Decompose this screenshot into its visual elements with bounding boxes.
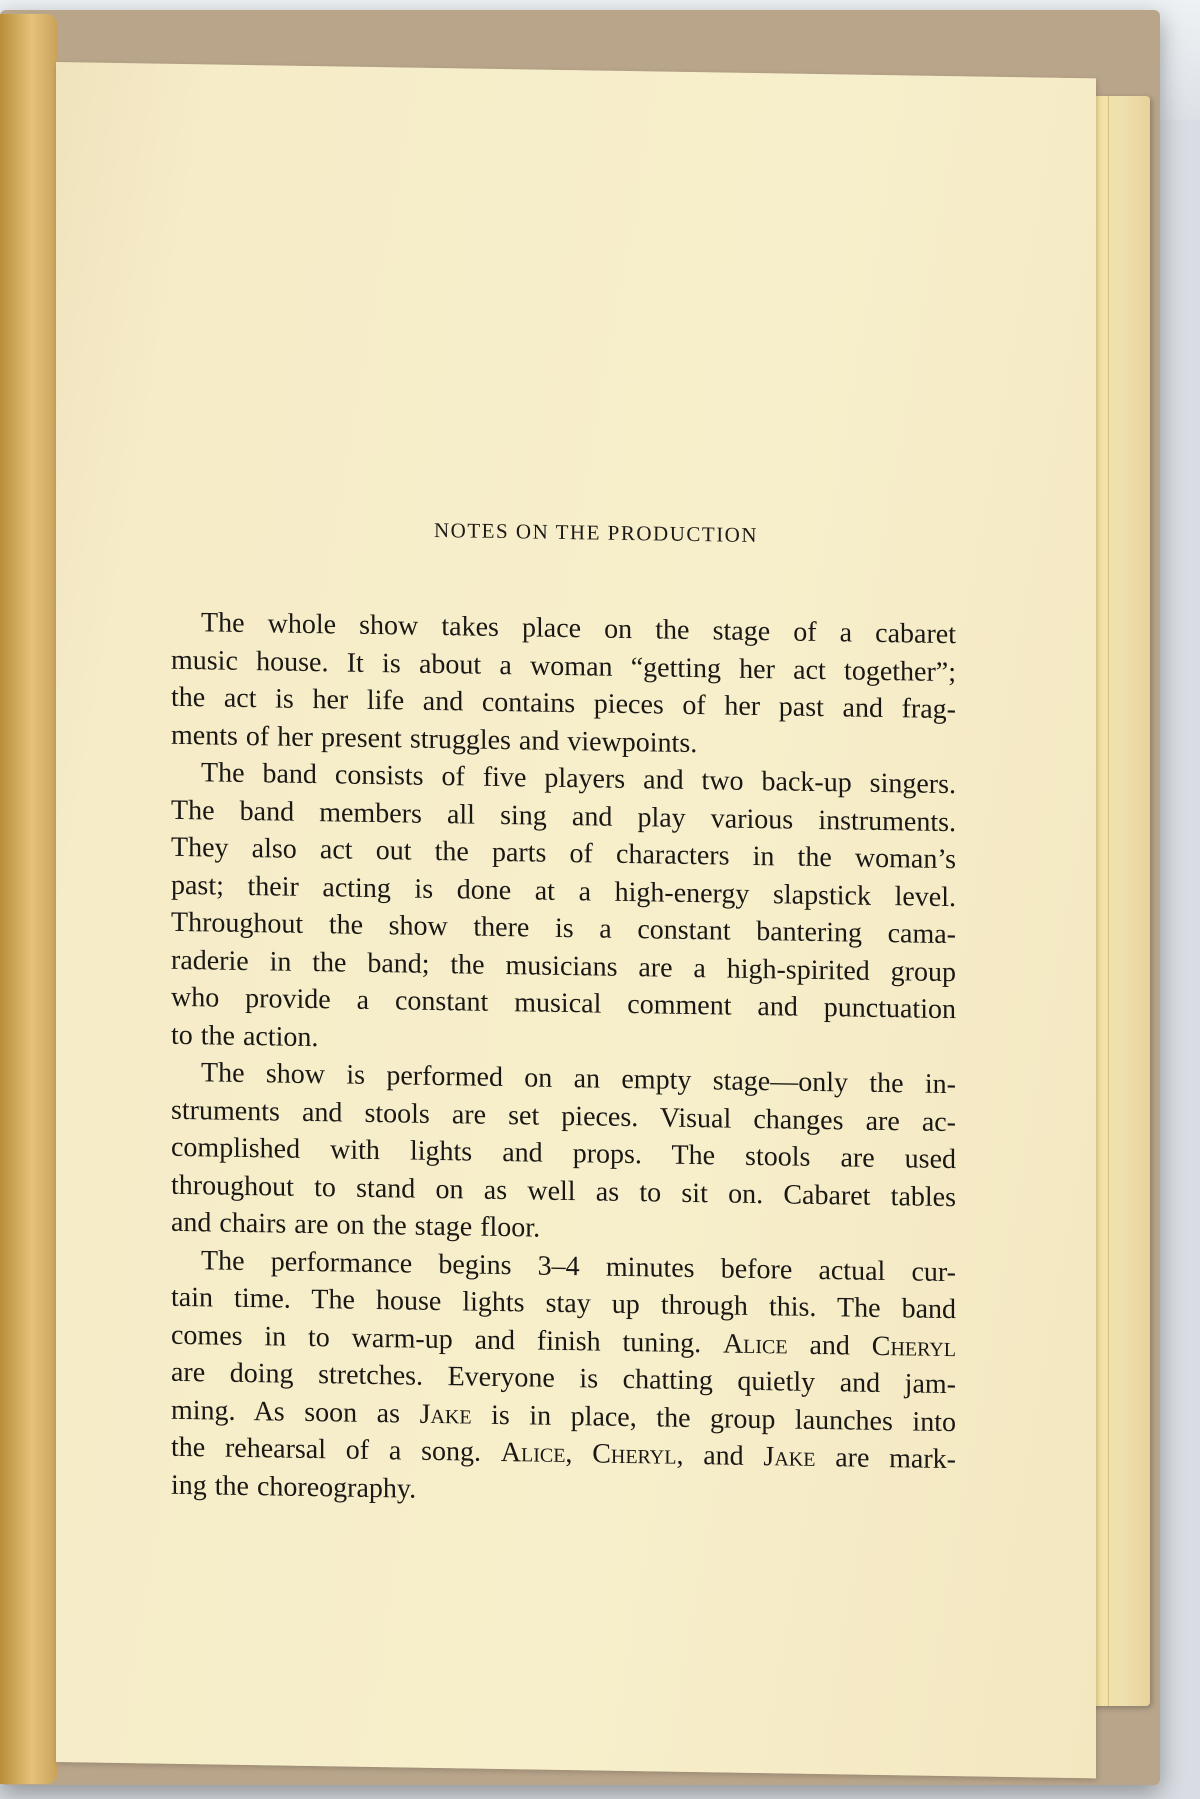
text-line: tain time. The house lights stay up through this. The band (171, 1281, 956, 1326)
text-line: They also act out the parts of characters in the woman’s (171, 831, 956, 876)
text-line: The performance begins 3–4 minutes before actual cur- (201, 1244, 956, 1288)
text-line: to the action. (171, 1019, 319, 1053)
body-text (141, 603, 956, 1516)
text-line: comes in to warm-up and finish tuning. Alice and Cheryl (171, 1319, 956, 1363)
text-line: The whole show takes place on the stage of a cabaret (201, 607, 956, 651)
paragraph-3 (141, 1053, 956, 1253)
paragraph-4 (141, 1241, 956, 1516)
text-line: The show is performed on an empty stage—only the in- (201, 1057, 956, 1101)
page-heading: NOTES ON THE PRODUCTION (433, 517, 759, 548)
text-line: ing the choreography. (171, 1469, 417, 1505)
text-line: ming. As soon as Jake is in place, the group launches into (171, 1394, 956, 1438)
text-line: raderie in the band; the musicians are a high-spirited group (171, 944, 956, 988)
text-line: complished with lights and props. The stools are used (171, 1131, 956, 1176)
paragraph-2 (141, 753, 956, 1066)
text-line: who provide a constant musical comment and punctuation (171, 981, 956, 1026)
text-line: the act is her life and contains pieces of her past and frag- (171, 681, 956, 726)
text-line: the rehearsal of a song. Alice, Cheryl, and Jake are mark- (171, 1431, 957, 1476)
left-page-edge (0, 14, 58, 1784)
text-line: ments of her present struggles and viewpoints. (171, 719, 698, 759)
text-line: The band members all sing and play various instruments. (171, 794, 956, 838)
text-line: music house. It is about a woman “getting her act together”; (171, 644, 956, 688)
text-line: Throughout the show there is a constant bantering cama- (171, 906, 956, 951)
book-page (56, 62, 1096, 1778)
text-line: The band consists of five players and two back-up singers. (201, 757, 956, 801)
paragraph-1 (141, 603, 956, 766)
text-line: throughout to stand on as well as to sit on. Cabaret tables (171, 1169, 956, 1213)
text-line: struments and stools are set pieces. Visual changes are ac- (171, 1094, 956, 1138)
text-line: past; their acting is done at a high-energy slapstick level. (171, 869, 956, 913)
text-line: are doing stretches. Everyone is chatting quietly and jam- (171, 1356, 956, 1401)
text-line: and chairs are on the stage floor. (171, 1206, 541, 1244)
